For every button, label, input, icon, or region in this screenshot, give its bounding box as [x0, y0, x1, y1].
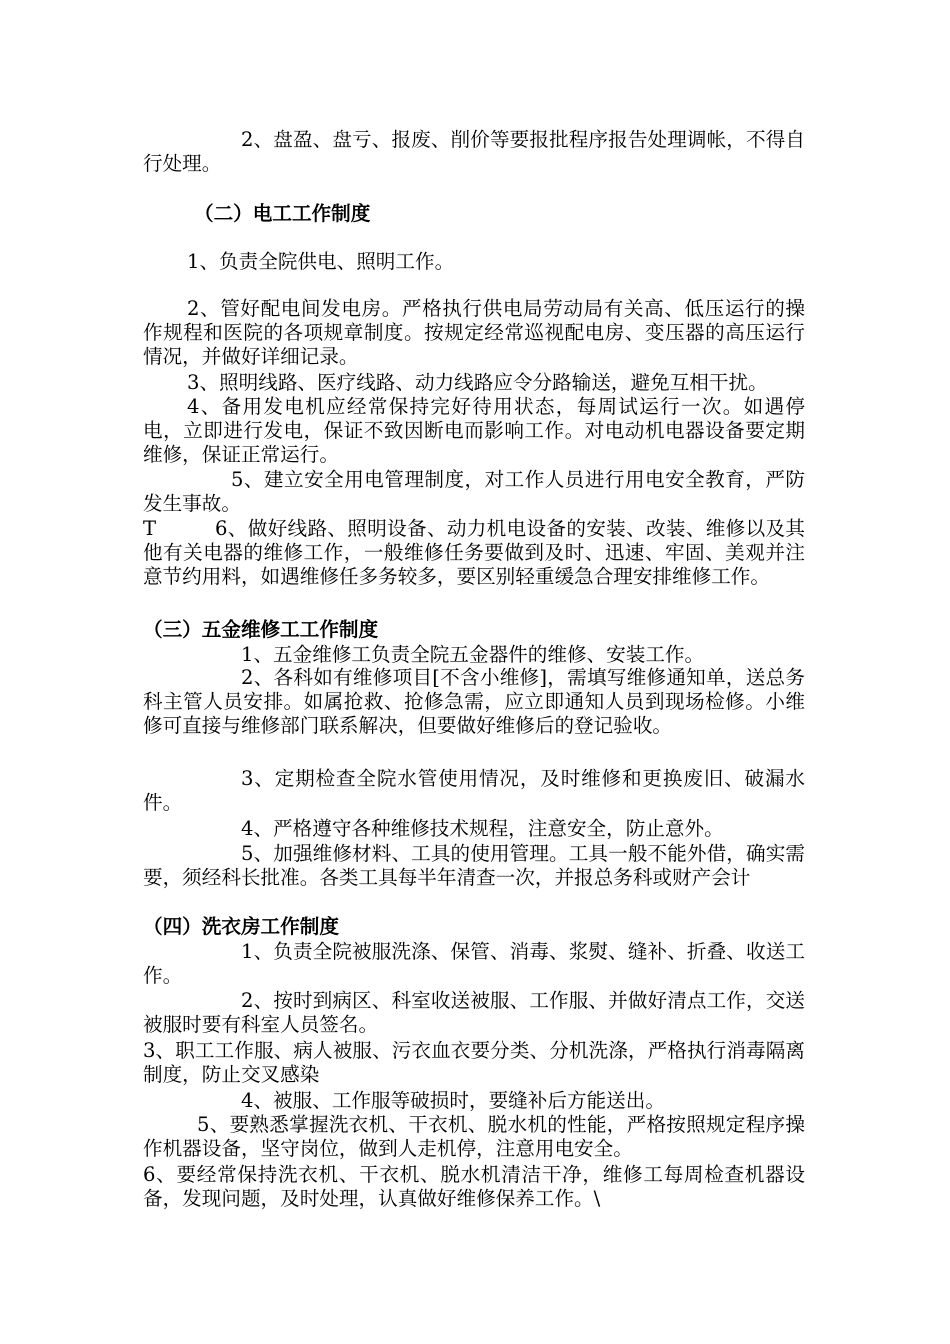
paragraph-hardware-2: 2、各科如有维修项目[不含小维修]，需填写维修通知单，送总务科主管人员安排。如属抢救、抢修急需，应立即通知人员到现场检修。小维修可直接与维修部门联系解决，但要做好维修后的登记验收。 — [143, 666, 805, 737]
paragraph-hardware-3: 3、定期检查全院水管使用情况，及时维修和更换废旧、破漏水件。 — [143, 767, 805, 814]
paragraph-electric-1: 1、负责全院供电、照明工作。 — [187, 250, 455, 273]
paragraph-laundry-4: 4、被服、工作服等破损时，要缝补后方能送出。 — [241, 1089, 665, 1112]
paragraph-electric-4: 4、备用发电机应经常保持完好待用状态，每周试运行一次。如遇停电，立即进行发电，保证不致因断电而影响工作。对电动机电器设备要定期维修，保证正常运行。 — [143, 395, 805, 466]
paragraph-laundry-3: 3、职工工作服、病人被服、污衣血衣要分类、分机洗涤，严格执行消毒隔离制度，防止交叉感染 — [143, 1039, 805, 1086]
paragraph-inventory-adjustment: 2、盘盈、盘亏、报废、削价等要报批程序报告处理调帐，不得自行处理。 — [143, 128, 805, 175]
paragraph-hardware-1: 1、五金维修工负责全院五金器件的维修、安装工作。 — [241, 643, 705, 666]
paragraph-hardware-4: 4、严格遵守各种维修技术规程，注意安全，防止意外。 — [241, 817, 724, 840]
paragraph-hardware-5: 5、加强维修材料、工具的使用管理。工具一般不能外借，确实需要，须经科长批准。各类工具每半年清查一次，并报总务科或财产会计 — [143, 842, 805, 889]
paragraph-electric-2: 2、管好配电间发电房。严格执行供电局劳动局有关高、低压运行的操作规程和医院的各项规章制度。按规定经常巡视配电房、变压器的高压运行情况，并做好详细记录。 — [143, 297, 805, 368]
paragraph-electric-3: 3、照明线路、医疗线路、动力线路应令分路输送，避免互相干扰。 — [187, 371, 768, 394]
paragraph-laundry-1: 1、负责全院被服洗涤、保管、消毒、浆熨、缝补、折叠、收送工作。 — [143, 940, 805, 987]
heading-electrician-rules: （二）电工工作制度 — [194, 202, 371, 225]
heading-hardware-repair-rules: （三）五金维修工工作制度 — [143, 618, 379, 641]
paragraph-electric-5: 5、建立安全用电管理制度，对工作人员进行用电安全教育，严防发生事故。 — [143, 468, 805, 515]
heading-laundry-rules: （四）洗衣房工作制度 — [143, 915, 339, 938]
paragraph-laundry-5: 5、要熟悉掌握洗衣机、干衣机、脱水机的性能，严格按照规定程序操作机器设备，坚守岗位，做到人走机停，注意用电安全。 — [143, 1113, 805, 1160]
paragraph-laundry-6: 6、要经常保持洗衣机、干衣机、脱水机清洁干净，维修工每周检查机器设备，发现问题，及时处理，认真做好维修保养工作。\ — [143, 1163, 805, 1210]
paragraph-electric-6: T 6、做好线路、照明设备、动力机电设备的安装、改装、维修以及其他有关电器的维修工作，一般维修任务要做到及时、迅速、牢固、美观并注意节约用料，如遇维修任多务较多，要区别轻重缓急合理安排维修工作。 — [143, 517, 805, 588]
paragraph-laundry-2: 2、按时到病区、科室收送被服、工作服、并做好清点工作，交送被服时要有科室人员签名。 — [143, 989, 805, 1036]
